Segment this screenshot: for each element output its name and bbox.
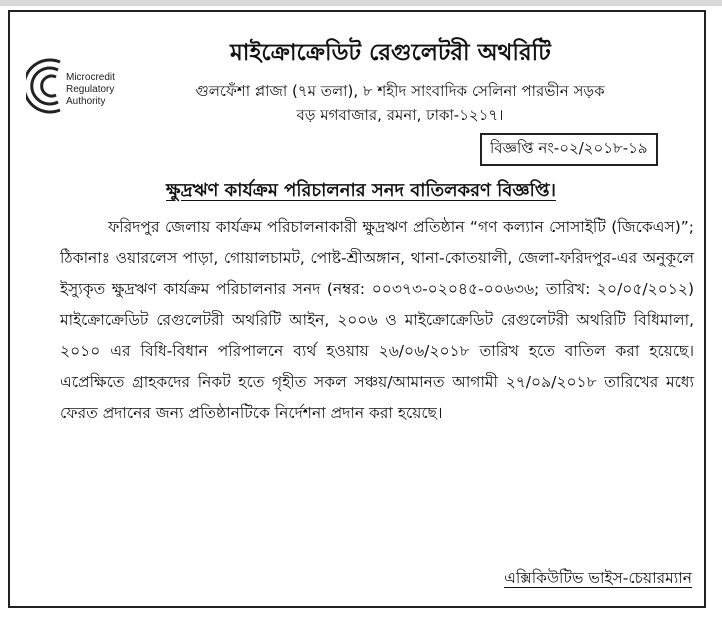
signatory-designation: এক্সিকিউটিভ ভাইস-চেয়ারম্যান [504, 569, 692, 587]
notice-title [0, 176, 722, 207]
scan-edge [0, 0, 722, 6]
logo-line-2: Regulatory [66, 84, 115, 95]
logo-line-1: Microcredit [66, 72, 115, 83]
notice-body: ফরিদপুর জেলায় কার্যক্রম পরিচালনাকারী ক্ষুদ্রঋণ প্রতিষ্ঠান “গণ কল্যান সোসাইটি (জিকেএস)”; ঠিকানাঃ ওয়ারলেস পাড়া, গোয়ালচামট, পোষ্ট-শ্রীঅঙ্গান, থানা-কোতয়ালী, জেলা-ফরিদপুর-এর অনুকূলে ইস্যুকৃত ক্ষুদ্রঋণ কার্যক্রম পরিচালনার সনদ (নম্বর: ০০৩৭৩-০২০৪৫-০০৬৩৬; তারিখ: ২০/০৫/২০১২) মাইক্রোক্রেডিট রেগুলেটরী অথরিটি আইন, ২০০৬ ও মাইক্রোক্রেডিট রেগুলেটরী অথরিটি বিধিমালা, ২০১০ এর বিধি-বিধান পরিপালনে ব্যর্থ হওয়ায় ২৬/০৬/২০১৮ তারিখ হতে বাতিল করা হয়েছে। এপ্রেক্ষিতে গ্রাহকদের নিকট হতে গৃহীত সকল সঞ্চয়/আমানত আগামী ২৭/০৯/২০১৮ তারিখের মধ্যে ফেরত প্রদানের জন্য প্রতিষ্ঠানটিকে নির্দেশনা প্রদান করা হয়েছে। [60, 218, 694, 422]
mra-logo-icon [26, 54, 70, 118]
logo-line-3: Authority [66, 96, 106, 107]
notice-title-text: ক্ষুদ্রঋণ কার্যক্রম পরিচালনার সনদ বাতিলকরণ বিজ্ঞপ্তি। [166, 180, 556, 201]
address-line-2: বড় মগবাজার, রমনা, ঢাকা-১২১৭। [296, 106, 504, 124]
notice-number: বিজ্ঞপ্তি নং-০২/২০১৮-১৯ [480, 133, 658, 166]
organization-name: মাইক্রোক্রেডিট রেগুলেটরী অথরিটি [230, 40, 551, 66]
address-line-1: গুলফেঁশা প্লাজা (৭ম তলা), ৮ শহীদ সাংবাদিক সেলিনা পারভীন সড়ক [195, 82, 605, 100]
